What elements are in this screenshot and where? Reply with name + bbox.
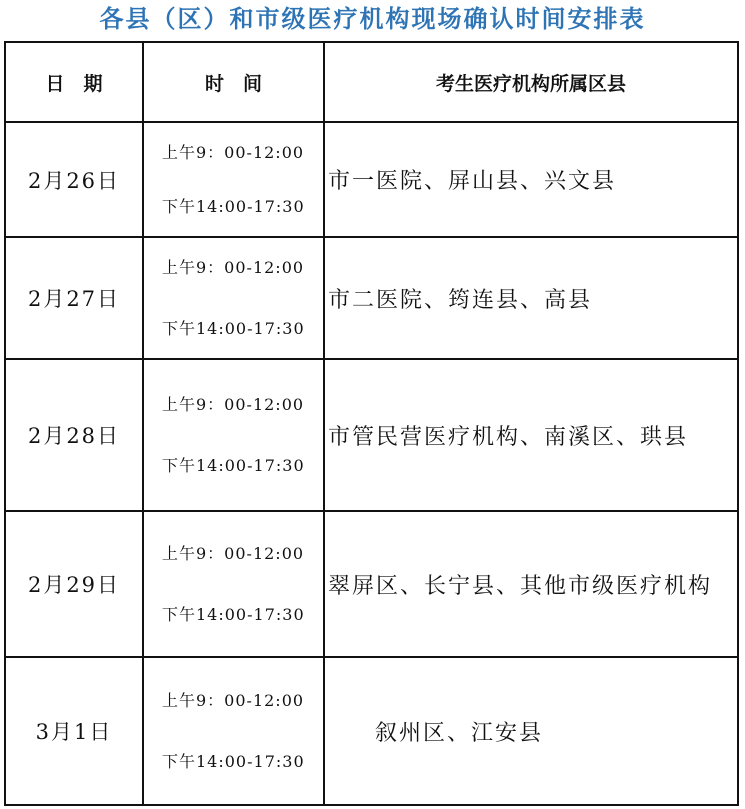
institutions-cell: 市二医院、筠连县、高县 [324,237,738,359]
morning-time: 上午9：00-12:00 [162,543,305,563]
afternoon-time: 下午14:00-17:30 [162,455,305,475]
table-row [5,511,738,657]
afternoon-time: 下午14:00-17:30 [162,751,305,771]
institutions-cell: 市管民营医疗机构、南溪区、珙县 [324,359,738,511]
afternoon-time: 下午14:00-17:30 [162,318,305,338]
time-cell [143,122,324,237]
schedule-table [4,41,739,806]
page-title: 各县（区）和市级医疗机构现场确认时间安排表 [99,5,646,33]
morning-time: 上午9：00-12:00 [162,690,305,710]
date-cell: 2月29日 [5,511,143,657]
afternoon-time: 下午14:00-17:30 [162,196,305,216]
morning-time: 上午9：00-12:00 [162,394,305,414]
table-row [5,237,738,359]
time-cell [143,657,324,805]
table-header-row [5,42,738,122]
afternoon-time: 下午14:00-17:30 [162,604,305,624]
header-date: 日 期 [5,42,143,122]
header-institutions: 考生医疗机构所属区县 [324,42,738,122]
institutions-cell: 叙州区、江安县 [324,657,738,805]
institutions-cell: 翠屏区、长宁县、其他市级医疗机构 [324,511,738,657]
header-time: 时 间 [143,42,324,122]
table-row [5,122,738,237]
time-cell [143,359,324,511]
table-row [5,359,738,511]
date-cell: 2月26日 [5,122,143,237]
time-cell [143,237,324,359]
morning-time: 上午9：00-12:00 [162,257,305,277]
morning-time: 上午9：00-12:00 [162,142,305,162]
institutions-cell: 市一医院、屏山县、兴文县 [324,122,738,237]
table-row [5,657,738,805]
time-cell [143,511,324,657]
date-cell: 3月1日 [5,657,143,805]
date-cell: 2月28日 [5,359,143,511]
date-cell: 2月27日 [5,237,143,359]
